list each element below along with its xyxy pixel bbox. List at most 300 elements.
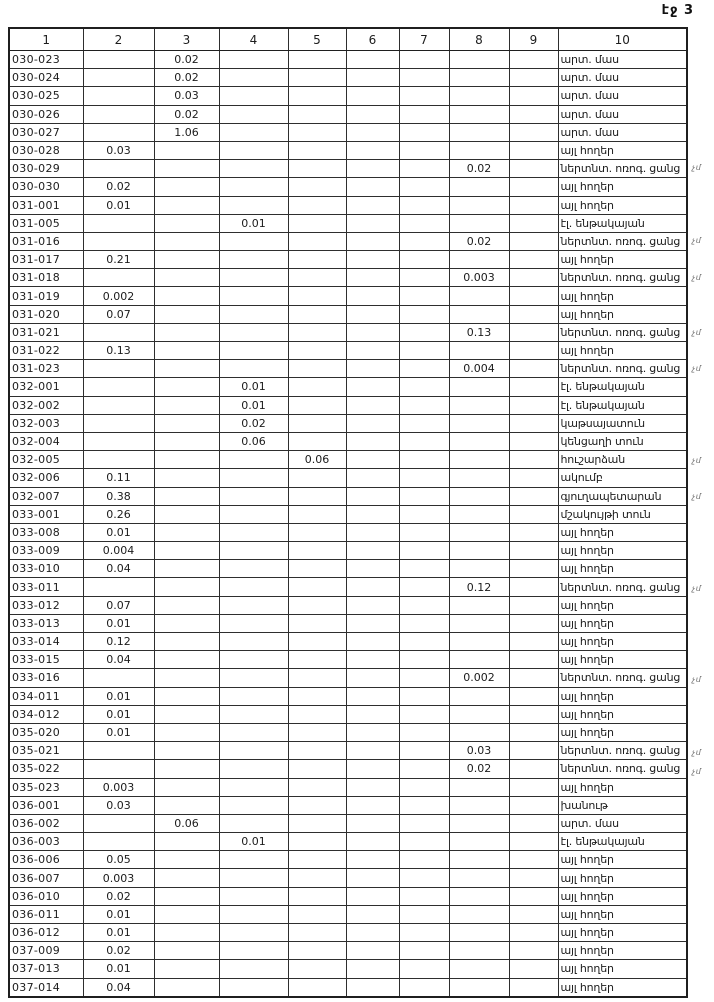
land-use-cell: ակումբ: [558, 469, 687, 487]
area-value-cell: [154, 651, 219, 669]
area-value-cell: 0.03: [449, 742, 509, 760]
parcel-code-cell: 035-021: [9, 742, 83, 760]
area-value-cell: [399, 851, 449, 869]
area-value-cell: [449, 978, 509, 997]
area-value-cell: [346, 178, 399, 196]
area-value-cell: [399, 287, 449, 305]
area-value-cell: [219, 269, 288, 287]
area-value-cell: [399, 651, 449, 669]
table-row: [9, 105, 687, 123]
area-value-cell: 0.01: [83, 687, 154, 705]
area-value-cell: [154, 796, 219, 814]
area-value-cell: [399, 51, 449, 69]
area-value-cell: [399, 269, 449, 287]
area-value-cell: [509, 578, 558, 596]
table-row: [9, 814, 687, 832]
table-row: [9, 723, 687, 741]
table-row: [9, 924, 687, 942]
area-value-cell: [288, 851, 346, 869]
column-header: 2: [83, 28, 154, 51]
margin-annotation: չմ: [692, 583, 702, 593]
land-use-cell: այլ հողեր: [558, 614, 687, 632]
table-row: [9, 633, 687, 651]
area-value-cell: [509, 869, 558, 887]
page-number-label: էջ 3: [661, 3, 694, 18]
area-value-cell: [219, 305, 288, 323]
land-use-cell: ներտնտ. ոռոգ. ցանց: [558, 578, 687, 596]
area-value-cell: [154, 869, 219, 887]
area-value-cell: [346, 742, 399, 760]
area-value-cell: [509, 978, 558, 997]
area-value-cell: 0.03: [154, 87, 219, 105]
area-value-cell: [288, 287, 346, 305]
land-use-cell: այլ հողեր: [558, 342, 687, 360]
area-value-cell: [399, 560, 449, 578]
area-value-cell: [509, 742, 558, 760]
area-value-cell: [83, 323, 154, 341]
parcel-code-cell: 033-008: [9, 523, 83, 541]
parcel-code-cell: 032-003: [9, 414, 83, 432]
area-value-cell: [399, 451, 449, 469]
area-value-cell: 0.01: [83, 196, 154, 214]
area-value-cell: [449, 51, 509, 69]
area-value-cell: [154, 342, 219, 360]
area-value-cell: [288, 342, 346, 360]
area-value-cell: [509, 469, 558, 487]
margin-annotation: չմ: [692, 675, 702, 685]
area-value-cell: [346, 705, 399, 723]
table-row: [9, 414, 687, 432]
margin-annotation: չմ: [692, 162, 702, 172]
area-value-cell: [219, 451, 288, 469]
area-value-cell: [509, 833, 558, 851]
area-value-cell: [219, 960, 288, 978]
area-value-cell: [154, 214, 219, 232]
area-value-cell: [399, 469, 449, 487]
area-value-cell: [154, 887, 219, 905]
area-value-cell: [509, 305, 558, 323]
area-value-cell: [219, 651, 288, 669]
area-value-cell: [346, 687, 399, 705]
land-use-cell: այլ հողեր: [558, 196, 687, 214]
area-value-cell: [509, 87, 558, 105]
area-value-cell: [219, 924, 288, 942]
column-header: 4: [219, 28, 288, 51]
area-value-cell: 0.07: [83, 305, 154, 323]
area-value-cell: [346, 232, 399, 250]
area-value-cell: [399, 141, 449, 159]
column-header: 1: [9, 28, 83, 51]
land-use-cell: հուշարձան: [558, 451, 687, 469]
land-use-cell: արտ. մաս: [558, 814, 687, 832]
land-use-cell: էլ. ենթակայան: [558, 396, 687, 414]
area-value-cell: [346, 578, 399, 596]
area-value-cell: [346, 869, 399, 887]
parcel-code-cell: 032-006: [9, 469, 83, 487]
land-use-cell: այլ հողեր: [558, 251, 687, 269]
land-use-cell: էլ. ենթակայան: [558, 833, 687, 851]
table-row: [9, 232, 687, 250]
area-value-cell: [509, 723, 558, 741]
area-value-cell: [154, 614, 219, 632]
land-use-cell: արտ. մաս: [558, 51, 687, 69]
area-value-cell: 0.01: [219, 396, 288, 414]
table-row: [9, 869, 687, 887]
area-value-cell: [346, 269, 399, 287]
area-value-cell: [399, 505, 449, 523]
area-value-cell: [449, 178, 509, 196]
area-value-cell: 0.12: [83, 633, 154, 651]
area-value-cell: [346, 51, 399, 69]
area-value-cell: [154, 360, 219, 378]
area-value-cell: [288, 542, 346, 560]
area-value-cell: [449, 651, 509, 669]
land-use-cell: արտ. մաս: [558, 105, 687, 123]
land-use-cell: ներտնտ. ոռոգ. ցանց: [558, 360, 687, 378]
area-value-cell: 0.13: [449, 323, 509, 341]
area-value-cell: [346, 414, 399, 432]
area-value-cell: [346, 451, 399, 469]
parcel-code-cell: 030-023: [9, 51, 83, 69]
area-value-cell: 0.02: [219, 414, 288, 432]
area-value-cell: [219, 705, 288, 723]
area-value-cell: [346, 887, 399, 905]
area-value-cell: [399, 378, 449, 396]
table-row: [9, 614, 687, 632]
table-row: [9, 651, 687, 669]
area-value-cell: [509, 760, 558, 778]
area-value-cell: [288, 305, 346, 323]
area-value-cell: [509, 287, 558, 305]
area-value-cell: [288, 378, 346, 396]
area-value-cell: [219, 287, 288, 305]
area-value-cell: [154, 469, 219, 487]
area-value-cell: [154, 560, 219, 578]
area-value-cell: [154, 414, 219, 432]
area-value-cell: 0.01: [83, 723, 154, 741]
area-value-cell: [219, 978, 288, 997]
area-value-cell: [509, 523, 558, 541]
area-value-cell: [288, 905, 346, 923]
land-use-cell: այլ հողեր: [558, 523, 687, 541]
land-use-cell: արտ. մաս: [558, 123, 687, 141]
margin-annotation: չմ: [692, 455, 702, 465]
area-value-cell: [154, 596, 219, 614]
area-value-cell: [346, 105, 399, 123]
area-value-cell: [399, 342, 449, 360]
area-value-cell: [219, 814, 288, 832]
parcel-code-cell: 033-015: [9, 651, 83, 669]
area-value-cell: [346, 305, 399, 323]
area-value-cell: 0.02: [449, 160, 509, 178]
area-value-cell: [288, 723, 346, 741]
area-value-cell: 0.03: [83, 796, 154, 814]
area-value-cell: [449, 342, 509, 360]
area-value-cell: [509, 323, 558, 341]
area-value-cell: 0.01: [83, 705, 154, 723]
area-value-cell: 0.02: [83, 178, 154, 196]
area-value-cell: [449, 469, 509, 487]
area-value-cell: [219, 887, 288, 905]
table-row: [9, 178, 687, 196]
land-use-cell: այլ հողեր: [558, 560, 687, 578]
area-value-cell: [509, 160, 558, 178]
parcel-code-cell: 033-009: [9, 542, 83, 560]
area-value-cell: [219, 105, 288, 123]
area-value-cell: [509, 905, 558, 923]
area-value-cell: [219, 560, 288, 578]
column-header: 10: [558, 28, 687, 51]
parcel-code-cell: 037-014: [9, 978, 83, 997]
land-use-cell: այլ հողեր: [558, 942, 687, 960]
area-value-cell: [346, 469, 399, 487]
table-row: [9, 196, 687, 214]
area-value-cell: [449, 687, 509, 705]
area-value-cell: [449, 905, 509, 923]
area-value-cell: [449, 596, 509, 614]
parcel-code-cell: 036-010: [9, 887, 83, 905]
parcel-code-cell: 035-020: [9, 723, 83, 741]
area-value-cell: [346, 978, 399, 997]
table-row: [9, 760, 687, 778]
parcel-code-cell: 031-019: [9, 287, 83, 305]
area-value-cell: [83, 414, 154, 432]
area-value-cell: [449, 723, 509, 741]
area-value-cell: [399, 196, 449, 214]
area-value-cell: [346, 505, 399, 523]
area-value-cell: [399, 178, 449, 196]
area-value-cell: [154, 742, 219, 760]
area-value-cell: [399, 360, 449, 378]
area-value-cell: [288, 69, 346, 87]
table-row: [9, 287, 687, 305]
area-value-cell: [449, 141, 509, 159]
column-header: 7: [399, 28, 449, 51]
area-value-cell: [509, 542, 558, 560]
table-row: [9, 578, 687, 596]
area-value-cell: [399, 87, 449, 105]
area-value-cell: [509, 360, 558, 378]
table-row: [9, 596, 687, 614]
area-value-cell: 0.04: [83, 651, 154, 669]
parcel-code-cell: 031-021: [9, 323, 83, 341]
area-value-cell: 0.04: [83, 560, 154, 578]
area-value-cell: [399, 705, 449, 723]
land-use-cell: էլ. ենթակայան: [558, 214, 687, 232]
area-value-cell: [219, 505, 288, 523]
parcel-code-cell: 032-007: [9, 487, 83, 505]
area-value-cell: 0.002: [83, 287, 154, 305]
table-row: [9, 705, 687, 723]
area-value-cell: [288, 487, 346, 505]
area-value-cell: [154, 287, 219, 305]
area-value-cell: [346, 141, 399, 159]
area-value-cell: [509, 451, 558, 469]
area-value-cell: [219, 523, 288, 541]
area-value-cell: [509, 651, 558, 669]
table-row: [9, 742, 687, 760]
area-value-cell: [154, 432, 219, 450]
area-value-cell: [83, 432, 154, 450]
area-value-cell: [154, 633, 219, 651]
parcel-code-cell: 032-005: [9, 451, 83, 469]
area-value-cell: [288, 760, 346, 778]
area-value-cell: [154, 924, 219, 942]
area-value-cell: [509, 705, 558, 723]
area-value-cell: [399, 814, 449, 832]
table-row: [9, 887, 687, 905]
area-value-cell: 0.05: [83, 851, 154, 869]
area-value-cell: [288, 578, 346, 596]
area-value-cell: [154, 851, 219, 869]
area-value-cell: [399, 123, 449, 141]
table-row: [9, 396, 687, 414]
table-row: [9, 542, 687, 560]
table-row: [9, 487, 687, 505]
area-value-cell: [288, 232, 346, 250]
area-value-cell: [509, 669, 558, 687]
area-value-cell: [288, 924, 346, 942]
table-row: [9, 523, 687, 541]
area-value-cell: [219, 578, 288, 596]
area-value-cell: [399, 596, 449, 614]
area-value-cell: [449, 851, 509, 869]
table-header-row: [9, 28, 687, 51]
area-value-cell: [346, 378, 399, 396]
land-use-cell: այլ հողեր: [558, 978, 687, 997]
area-value-cell: [219, 160, 288, 178]
area-value-cell: 0.002: [449, 669, 509, 687]
area-value-cell: [399, 487, 449, 505]
area-value-cell: [449, 69, 509, 87]
area-value-cell: [399, 69, 449, 87]
table-row: [9, 978, 687, 997]
area-value-cell: 0.06: [154, 814, 219, 832]
area-value-cell: [449, 960, 509, 978]
parcel-code-cell: 031-001: [9, 196, 83, 214]
area-value-cell: [219, 123, 288, 141]
area-value-cell: [154, 523, 219, 541]
area-value-cell: [288, 196, 346, 214]
area-value-cell: [154, 723, 219, 741]
area-value-cell: [449, 814, 509, 832]
area-value-cell: [288, 742, 346, 760]
area-value-cell: [154, 396, 219, 414]
area-value-cell: [219, 614, 288, 632]
area-value-cell: [449, 924, 509, 942]
area-value-cell: [83, 396, 154, 414]
column-header: 5: [288, 28, 346, 51]
area-value-cell: [449, 123, 509, 141]
area-value-cell: [154, 305, 219, 323]
area-value-cell: [346, 214, 399, 232]
area-value-cell: [219, 723, 288, 741]
area-value-cell: [346, 360, 399, 378]
parcel-code-cell: 033-010: [9, 560, 83, 578]
land-use-cell: ներտնտ. ոռոգ. ցանց: [558, 269, 687, 287]
area-value-cell: [154, 905, 219, 923]
area-value-cell: [449, 105, 509, 123]
area-value-cell: [83, 51, 154, 69]
area-value-cell: [449, 214, 509, 232]
area-value-cell: [288, 778, 346, 796]
area-value-cell: [83, 214, 154, 232]
area-value-cell: 0.02: [154, 69, 219, 87]
area-value-cell: [219, 633, 288, 651]
parcel-code-cell: 031-016: [9, 232, 83, 250]
area-value-cell: 0.11: [83, 469, 154, 487]
area-value-cell: [154, 178, 219, 196]
area-value-cell: [509, 178, 558, 196]
land-use-cell: այլ հողեր: [558, 869, 687, 887]
parcel-code-cell: 033-013: [9, 614, 83, 632]
parcel-code-cell: 033-014: [9, 633, 83, 651]
table-row: [9, 51, 687, 69]
area-value-cell: [154, 196, 219, 214]
area-value-cell: [509, 141, 558, 159]
area-value-cell: [509, 505, 558, 523]
area-value-cell: [399, 778, 449, 796]
land-use-cell: ներտնտ. ոռոգ. ցանց: [558, 160, 687, 178]
area-value-cell: [346, 432, 399, 450]
area-value-cell: 0.003: [449, 269, 509, 287]
area-value-cell: 0.02: [83, 887, 154, 905]
margin-annotation: չմ: [692, 327, 702, 337]
table-row: [9, 305, 687, 323]
area-value-cell: [346, 560, 399, 578]
area-value-cell: [288, 687, 346, 705]
area-value-cell: [154, 942, 219, 960]
area-value-cell: [288, 178, 346, 196]
area-value-cell: [449, 542, 509, 560]
area-value-cell: [346, 905, 399, 923]
area-value-cell: 0.02: [154, 51, 219, 69]
parcel-code-cell: 036-007: [9, 869, 83, 887]
area-value-cell: [288, 978, 346, 997]
parcel-code-cell: 035-023: [9, 778, 83, 796]
area-value-cell: [449, 614, 509, 632]
area-value-cell: [509, 778, 558, 796]
area-value-cell: [154, 578, 219, 596]
area-value-cell: [509, 105, 558, 123]
land-use-cell: կենցաղի տուն: [558, 432, 687, 450]
land-use-cell: այլ հողեր: [558, 287, 687, 305]
area-value-cell: [449, 887, 509, 905]
land-use-cell: այլ հողեր: [558, 305, 687, 323]
table-body: [9, 51, 687, 997]
area-value-cell: [288, 633, 346, 651]
area-value-cell: [346, 614, 399, 632]
area-value-cell: [219, 869, 288, 887]
area-value-cell: [509, 614, 558, 632]
area-value-cell: [399, 942, 449, 960]
area-value-cell: [346, 633, 399, 651]
area-value-cell: [288, 269, 346, 287]
area-value-cell: [346, 778, 399, 796]
area-value-cell: [154, 833, 219, 851]
area-value-cell: [219, 87, 288, 105]
area-value-cell: [399, 633, 449, 651]
land-use-cell: այլ հողեր: [558, 596, 687, 614]
table-row: [9, 360, 687, 378]
area-value-cell: [83, 451, 154, 469]
parcel-code-cell: 036-012: [9, 924, 83, 942]
area-value-cell: [449, 87, 509, 105]
parcel-code-cell: 036-003: [9, 833, 83, 851]
area-value-cell: [399, 924, 449, 942]
area-value-cell: [288, 469, 346, 487]
table-row: [9, 160, 687, 178]
